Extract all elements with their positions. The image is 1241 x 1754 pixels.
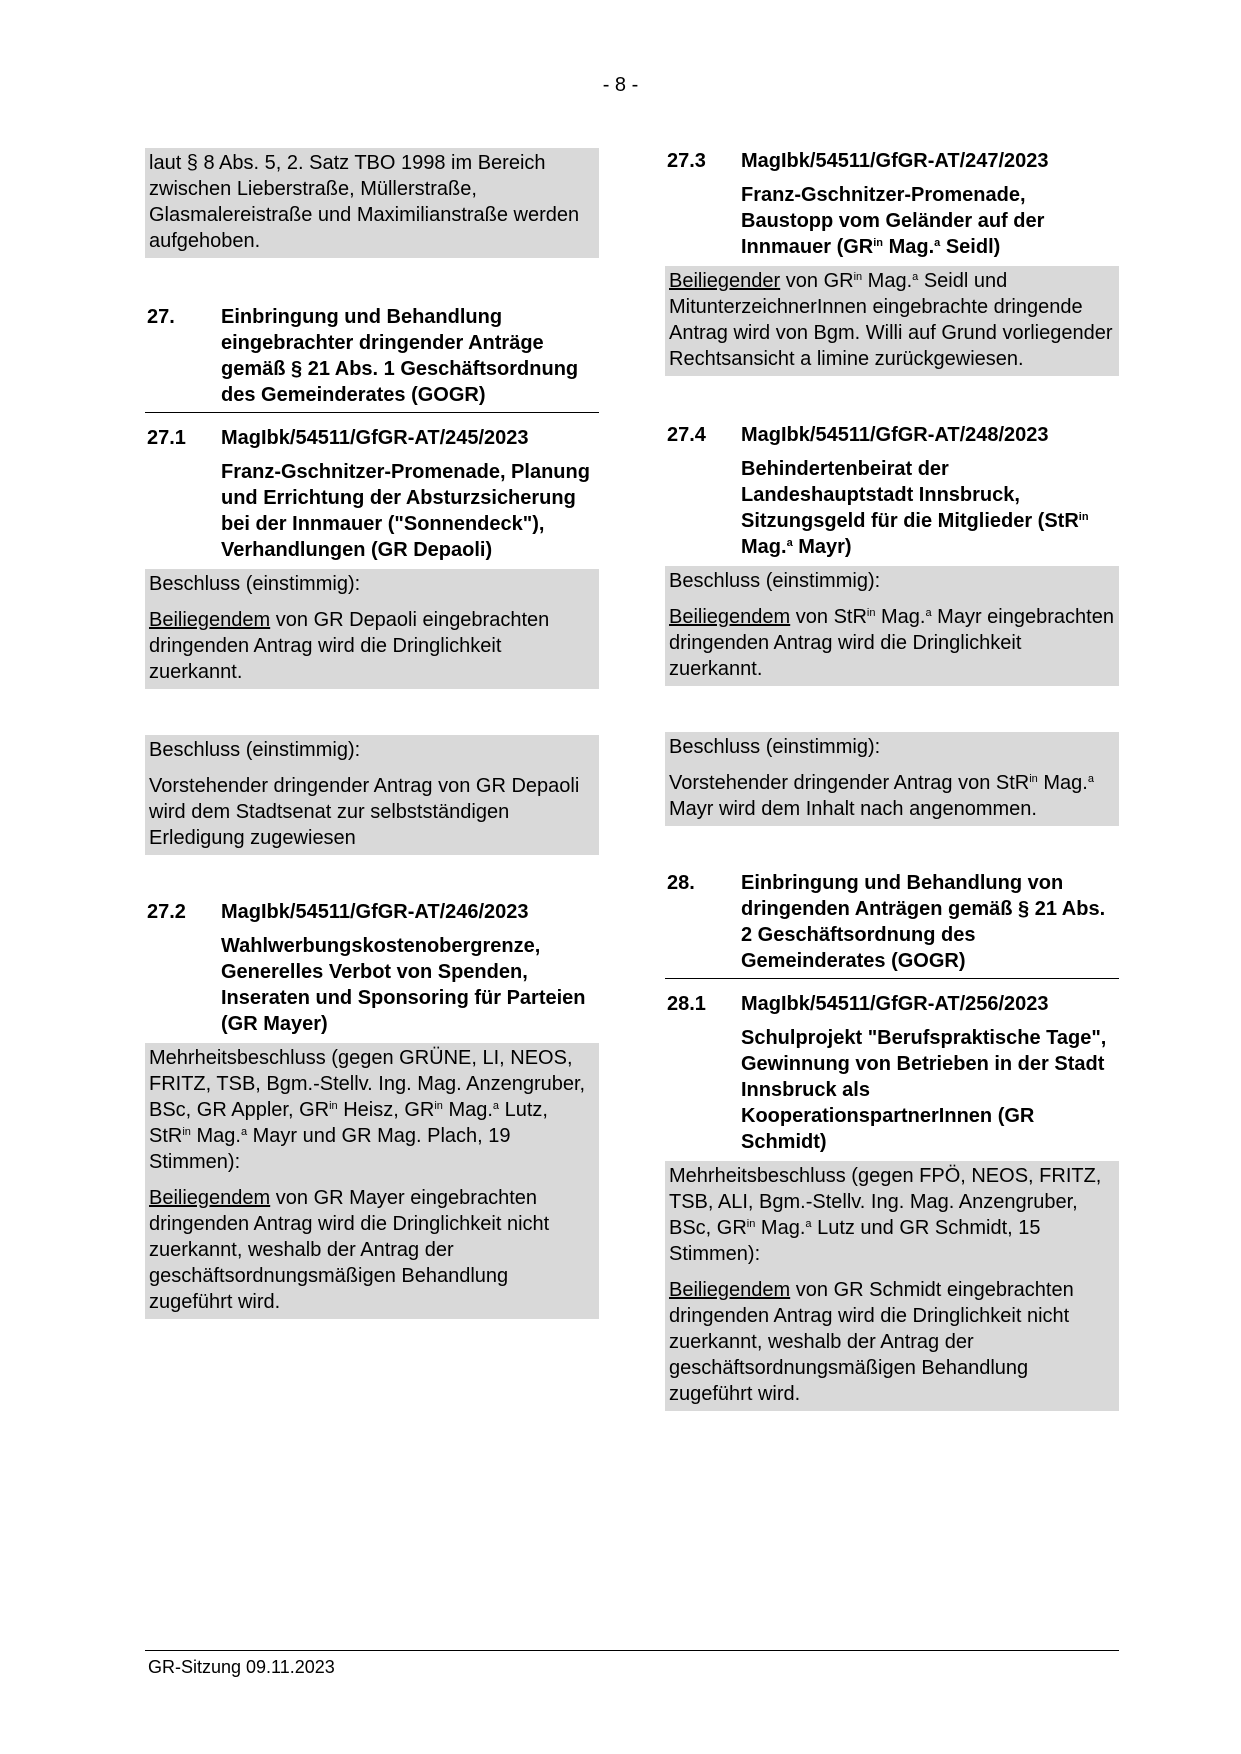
item-27-4-heading	[665, 422, 1119, 448]
resolution-head: Beschluss (einstimmig):	[669, 570, 881, 592]
item-28-1-title: Schulprojekt "Berufspraktische Tage", Gewinnung von Betrieben in der Stadt Innsbruck als KooperationspartnerInnen (GR Schmidt)	[741, 1027, 1107, 1153]
underlined-word: Beiliegender	[669, 270, 781, 292]
item-code: MagIbk/54511/GfGR-AT/246/2023	[221, 901, 529, 923]
underlined-word: Beiliegendem	[149, 1187, 271, 1209]
section-27-heading	[145, 304, 599, 413]
resolution-body: Beiliegendem von GR Depaoli eingebrachten dringenden Antrag wird die Dringlichkeit zuerkannt.	[149, 609, 550, 683]
item-27-1-resolution-box-2	[145, 735, 599, 855]
item-number: 27.2	[147, 901, 186, 923]
resolution-head: Mehrheitsbeschluss (gegen FPÖ, NEOS, FRITZ, TSB, ALI, Bgm.-Stellv. Ing. Mag. Anzengruber, BSc, $GR^{in}$ Mag.$^a$ Lutz und GR Schmidt, 15 Stimmen):	[669, 1165, 1102, 1265]
page-number: - 8 -	[602, 74, 639, 96]
item-27-3-resolution-box	[665, 266, 1119, 376]
item-27-2-title: Wahlwerbungskostenobergrenze, Generelles Verbot von Spenden, Inseraten und Sponsoring für Parteien (GR Mayer)	[221, 935, 586, 1035]
section-28-heading	[665, 870, 1119, 979]
section-number: 27.	[147, 306, 175, 328]
item-27-1-heading	[145, 425, 599, 451]
item-28-1-resolution-box	[665, 1161, 1119, 1411]
resolution-head: Beschluss (einstimmig):	[669, 736, 881, 758]
resolution-body: Beiliegender von $GR^{in}$ Mag.$^a$ Seidl und MitunterzeichnerInnen eingebrachte dringende Antrag wird von Bgm. Willi auf Grund vorliegender Rechtsansicht a limine zurückgewiesen.	[669, 270, 1113, 370]
item-27-1-resolution-box	[145, 569, 599, 689]
item-code: MagIbk/54511/GfGR-AT/245/2023	[221, 427, 529, 449]
item-27-4-resolution-box	[665, 566, 1119, 686]
resolution-head: Beschluss (einstimmig):	[149, 573, 361, 595]
item-27-3-title: Franz-Gschnitzer-Promenade, Baustopp vom Geländer auf der Innmauer ($GR^{in}$ Mag.$^a$ Seidl)	[741, 184, 1045, 258]
footer-text: GR-Sitzung 09.11.2023	[148, 1657, 335, 1677]
intro-box	[145, 148, 599, 258]
resolution-body: Beiliegendem von StR$^{in}$ Mag.$^a$ Mayr eingebrachten dringenden Antrag wird die Dringlichkeit zuerkannt.	[669, 606, 1114, 680]
left-column	[145, 148, 599, 1319]
resolution-body: Beiliegendem von GR Mayer eingebrachten dringenden Antrag wird die Dringlichkeit nicht zuerkannt, weshalb der Antrag der geschäftsordnungsmäßigen Behandlung zugeführt wird.	[149, 1187, 550, 1313]
section-title: Einbringung und Behandlung eingebrachter dringender Anträge gemäß § 21 Abs. 1 Geschäftsordnung des Gemeinderates (GOGR)	[221, 306, 579, 406]
resolution-head: Beschluss (einstimmig):	[149, 739, 361, 761]
item-27-4-resolution-box-2	[665, 732, 1119, 826]
item-27-1-title: Franz-Gschnitzer-Promenade, Planung und Errichtung der Absturzsicherung bei der Innmauer ("Sonnendeck"), Verhandlungen (GR Depaoli)	[221, 461, 590, 561]
item-27-2-heading	[145, 899, 599, 925]
resolution-head: Mehrheitsbeschluss (gegen GRÜNE, LI, NEOS, FRITZ, TSB, Bgm.-Stellv. Ing. Mag. Anzengruber, BSc, GR Appler, $GR^{in}$ Heisz, $GR^{in}$ Mag.$^a$ Lutz, StR$^{in}$ Mag.$^a$ Mayr und GR Mag. Plach, 19 Stimmen):	[149, 1047, 586, 1173]
item-27-4-title: Behindertenbeirat der Landeshauptstadt Innsbruck, Sitzungsgeld für die Mitglieder (StR$^{in}$ Mag.$^a$ Mayr)	[741, 458, 1089, 558]
footer-rule	[145, 1650, 1119, 1651]
item-28-1-heading	[665, 991, 1119, 1017]
right-column	[665, 148, 1119, 1411]
resolution-body: Beiliegendem von GR Schmidt eingebrachten dringenden Antrag wird die Dringlichkeit nicht zuerkannt, weshalb der Antrag der geschäftsordnungsmäßigen Behandlung zugeführt wird.	[669, 1279, 1074, 1405]
underlined-word: Beiliegendem	[669, 606, 791, 628]
intro-text: laut § 8 Abs. 5, 2. Satz TBO 1998 im Bereich zwischen Lieberstraße, Müllerstraße, Glasmalereistraße und Maximilianstraße werden aufgehoben.	[149, 152, 580, 252]
section-number: 28.	[667, 872, 695, 894]
resolution-body: Vorstehender dringender Antrag von GR Depaoli wird dem Stadtsenat zur selbstständigen Erledigung zugewiesen	[149, 775, 580, 849]
item-27-3-heading	[665, 148, 1119, 174]
section-title: Einbringung und Behandlung von dringenden Anträgen gemäß § 21 Abs. 2 Geschäftsordnung des Gemeinderates (GOGR)	[741, 872, 1106, 972]
underlined-word: Beiliegendem	[149, 609, 271, 631]
item-code: MagIbk/54511/GfGR-AT/247/2023	[741, 150, 1049, 172]
resolution-body: Vorstehender dringender Antrag von StR$^{in}$ Mag.$^a$ Mayr wird dem Inhalt nach angenommen.	[669, 772, 1094, 820]
item-code: MagIbk/54511/GfGR-AT/248/2023	[741, 424, 1049, 446]
item-number: 27.1	[147, 427, 186, 449]
underlined-word: Beiliegendem	[669, 1279, 791, 1301]
item-code: MagIbk/54511/GfGR-AT/256/2023	[741, 993, 1049, 1015]
item-number: 27.4	[667, 424, 706, 446]
item-number: 28.1	[667, 993, 706, 1015]
item-number: 27.3	[667, 150, 706, 172]
item-27-2-resolution-box	[145, 1043, 599, 1319]
